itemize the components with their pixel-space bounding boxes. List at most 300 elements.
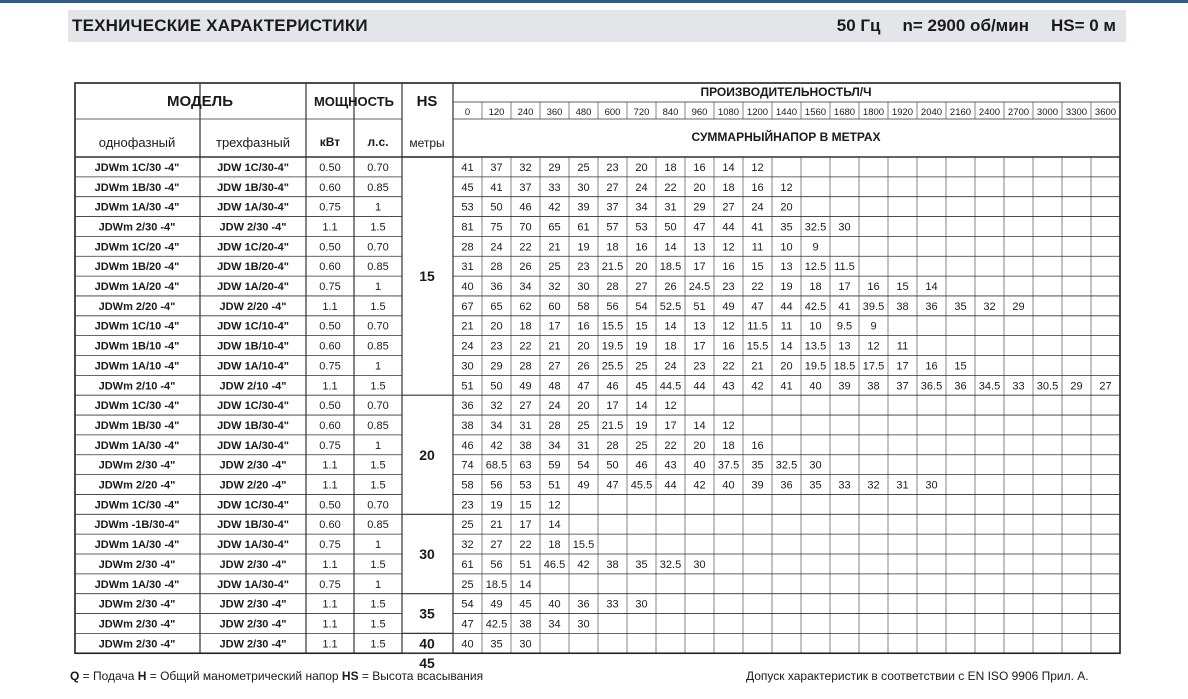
power-kw: 0.50: [319, 499, 341, 512]
speed-label: n= 2900 об/мин: [902, 16, 1029, 35]
head-value: 47: [577, 380, 590, 393]
head-value: 12.5: [804, 261, 827, 274]
model-three-phase: JDW 2/20 -4": [219, 300, 287, 313]
head-value: 17: [838, 281, 851, 294]
head-value: 30.5: [1036, 380, 1059, 393]
head-value: 17: [548, 320, 561, 333]
head-value: 49: [722, 300, 735, 313]
head-value: 42.5: [485, 618, 508, 631]
head-value: 20: [577, 400, 590, 413]
flow-value: 240: [517, 107, 534, 118]
head-value: 39: [838, 380, 851, 393]
head-value: 32.5: [804, 221, 827, 234]
head-value: 41: [461, 161, 474, 174]
head-value: 25: [577, 419, 590, 432]
head-value: 44: [722, 221, 735, 234]
head-value: 12: [722, 241, 735, 254]
head-value: 15.5: [572, 539, 595, 552]
head-value: 20: [693, 181, 706, 194]
head-value: 20: [780, 201, 793, 214]
model-single-phase: JDWm 2/30 -4": [98, 221, 176, 234]
head-value: 42.5: [804, 300, 827, 313]
power-kw: 0.75: [319, 439, 341, 452]
head-value: 18: [519, 320, 532, 333]
head-value: 47: [693, 221, 706, 234]
head-value: 34: [519, 281, 532, 294]
flow-value: 720: [633, 107, 650, 118]
power-hp: 1.5: [370, 598, 386, 611]
page-title: ТЕХНИЧЕСКИЕ ХАРАКТЕРИСТИКИ: [72, 16, 368, 35]
head-value: 24: [751, 201, 764, 214]
head-value: 43: [664, 459, 677, 472]
head-value: 58: [577, 300, 590, 313]
suction-height-label: HS= 0 м: [1050, 16, 1116, 35]
head-value: 35: [635, 558, 648, 571]
head-value: 21.5: [601, 419, 624, 432]
model-single-phase: JDWm 2/30 -4": [98, 558, 176, 571]
model-single-phase: JDWm 1A/20 -4": [94, 281, 180, 294]
flow-value: 1800: [862, 107, 885, 118]
model-three-phase: JDW 1A/30-4": [217, 439, 289, 452]
model-three-phase: JDW 1C/30-4": [217, 499, 289, 512]
h-key: H: [137, 669, 147, 683]
head-value: 9: [812, 241, 819, 254]
head-value: 51: [461, 380, 474, 393]
head-value: 18: [606, 241, 619, 254]
head-value: 12: [751, 161, 764, 174]
head-value: 18: [722, 439, 735, 452]
head-value: 26: [577, 360, 590, 373]
head-value: 14: [925, 281, 938, 294]
head-value: 18: [809, 281, 822, 294]
model-three-phase: JDW 1B/30-4": [217, 419, 289, 432]
head-value: 21: [461, 320, 474, 333]
model-single-phase: JDWm 2/20 -4": [98, 300, 176, 313]
power-kw: 0.75: [319, 539, 341, 552]
head-value: 17: [664, 419, 677, 432]
head-value: 41: [490, 181, 503, 194]
head-value: 14: [519, 578, 532, 591]
power-kw: 0.75: [319, 201, 341, 214]
head-value: 42: [490, 439, 503, 452]
head-value: 14: [664, 320, 677, 333]
head-value: 22: [664, 181, 677, 194]
head-value: 25: [548, 261, 561, 274]
head-value: 21: [751, 360, 764, 373]
head-value: 9: [870, 320, 877, 333]
power-kw: 0.60: [319, 181, 341, 194]
power-kw: 0.50: [319, 400, 341, 413]
model-three-phase: JDW 1C/10-4": [217, 320, 289, 333]
head-value: 58: [461, 479, 474, 492]
head-value: 29: [548, 161, 561, 174]
head-value: 19: [490, 499, 503, 512]
head-value: 23: [461, 499, 474, 512]
head-value: 19: [635, 340, 648, 353]
head-value: 60: [548, 300, 561, 313]
head-value: 40: [461, 281, 474, 294]
head-value: 16: [722, 261, 735, 274]
flow-value: 1680: [833, 107, 856, 118]
head-value: 34: [490, 419, 503, 432]
power-hp: 1.5: [370, 618, 386, 631]
model-single-phase: JDWm 1B/30 -4": [94, 419, 180, 432]
head-value: 53: [635, 221, 648, 234]
head-value: 22: [751, 281, 764, 294]
head-value: 25: [635, 360, 648, 373]
power-hp: 0.85: [367, 519, 389, 532]
model-three-phase: JDW 1C/20-4": [217, 241, 289, 254]
head-value: 52.5: [659, 300, 682, 313]
head-value: 10: [780, 241, 793, 254]
head-value: 19: [577, 241, 590, 254]
head-value: 51: [519, 558, 532, 571]
head-value: 23: [606, 161, 619, 174]
head-value: 23: [722, 281, 735, 294]
model-single-phase: JDWm 2/20 -4": [98, 479, 176, 492]
head-value: 46: [461, 439, 474, 452]
head-value: 18.5: [833, 360, 856, 373]
head-value: 29: [693, 201, 706, 214]
model-three-phase: JDW 1A/30-4": [217, 578, 289, 591]
head-value: 74: [461, 459, 474, 472]
power-kw: 0.50: [319, 241, 341, 254]
power-hp: 1.5: [370, 638, 386, 651]
tolerance-note: Допуск характеристик в соответствии с EN ISO 9906 Прил. А.: [746, 669, 1089, 683]
head-value: 30: [461, 360, 474, 373]
hs-group-value: 15: [419, 268, 435, 285]
frequency-label: 50 Гц: [836, 16, 881, 35]
three-phase-header: трехфазный: [215, 135, 291, 150]
head-value: 23: [490, 340, 503, 353]
head-value: 25.5: [601, 360, 624, 373]
flow-value: 2160: [949, 107, 972, 118]
head-value: 35: [809, 479, 822, 492]
flow-value: 0: [464, 107, 471, 118]
flow-value: 1080: [717, 107, 740, 118]
power-hp: 1: [374, 281, 382, 294]
head-value: 27: [722, 201, 735, 214]
head-value: 21: [548, 241, 561, 254]
head-value: 34: [635, 201, 648, 214]
head-value: 37.5: [717, 459, 740, 472]
head-value: 43: [722, 380, 735, 393]
head-value: 46: [606, 380, 619, 393]
power-kw: 0.75: [319, 360, 341, 373]
head-value: 25: [577, 161, 590, 174]
head-value: 17: [519, 519, 532, 532]
head-value: 42: [577, 558, 590, 571]
head-value: 29: [1012, 300, 1025, 313]
head-value: 34: [548, 439, 561, 452]
model-single-phase: JDWm 1A/30 -4": [94, 201, 180, 214]
head-value: 30: [925, 479, 938, 492]
model-three-phase: JDW 2/30 -4": [219, 558, 287, 571]
head-value: 9.5: [836, 320, 853, 333]
head-value: 45: [519, 598, 532, 611]
head-value: 16: [751, 439, 764, 452]
head-value: 28: [606, 439, 619, 452]
head-value: 59: [548, 459, 561, 472]
head-value: 31: [577, 439, 590, 452]
head-value: 12: [722, 320, 735, 333]
head-value: 81: [461, 221, 474, 234]
head-value: 24: [490, 241, 503, 254]
head-value: 22: [519, 539, 532, 552]
head-value: 11.5: [834, 261, 855, 274]
head-value: 35: [490, 638, 503, 651]
head-value: 41: [838, 300, 851, 313]
head-value: 57: [606, 221, 619, 234]
flow-value: 120: [488, 107, 505, 118]
head-value: 25: [635, 439, 648, 452]
power-hp: 1: [374, 578, 382, 591]
head-value: 14: [722, 161, 735, 174]
head-value: 40: [461, 638, 474, 651]
head-value: 47: [751, 300, 764, 313]
head-value: 38: [461, 419, 474, 432]
model-single-phase: JDWm 1A/10 -4": [94, 360, 180, 373]
model-three-phase: JDW 1A/20-4": [217, 281, 289, 294]
head-value: 31: [896, 479, 909, 492]
power-hp: 1.5: [370, 380, 386, 393]
head-value: 39: [577, 201, 590, 214]
head-value: 27: [1099, 380, 1112, 393]
head-value: 37: [490, 161, 503, 174]
flow-value: 360: [546, 107, 563, 118]
head-value: 39.5: [862, 300, 885, 313]
head-value: 18: [548, 539, 561, 552]
model-three-phase: JDW 1C/30-4": [217, 400, 289, 413]
head-value: 33: [838, 479, 851, 492]
head-value: 65: [490, 300, 503, 313]
head-value: 30: [577, 181, 590, 194]
power-hp: 0.85: [367, 419, 389, 432]
head-value: 32: [548, 281, 561, 294]
model-single-phase: JDWm 1C/10 -4": [94, 320, 180, 333]
power-hp: 0.70: [367, 241, 389, 254]
head-value: 40: [693, 459, 706, 472]
head-value: 16: [635, 241, 648, 254]
h-text: = Общий манометрический напор: [146, 669, 342, 683]
head-value: 27: [606, 181, 619, 194]
head-value: 47: [461, 618, 474, 631]
head-value: 36: [490, 281, 503, 294]
head-value: 35: [780, 221, 793, 234]
model-three-phase: JDW 2/30 -4": [219, 221, 287, 234]
model-three-phase: JDW 1A/30-4": [217, 539, 289, 552]
head-value: 40: [548, 598, 561, 611]
power-kw: 1.1: [322, 558, 338, 571]
head-value: 23: [577, 261, 590, 274]
head-value: 32: [490, 400, 503, 413]
head-value: 12: [664, 400, 677, 413]
head-value: 23: [693, 360, 706, 373]
head-value: 36.5: [920, 380, 943, 393]
head-value: 30: [809, 459, 822, 472]
meters-header: метры: [409, 136, 445, 150]
head-value: 51: [548, 479, 561, 492]
power-hp: 0.70: [367, 499, 389, 512]
flow-value: 960: [691, 107, 708, 118]
head-value: 62: [519, 300, 532, 313]
head-value: 54: [461, 598, 474, 611]
model-single-phase: JDWm 1A/30 -4": [94, 578, 180, 591]
model-single-phase: JDWm 1A/30 -4": [94, 539, 180, 552]
head-value: 15.5: [601, 320, 624, 333]
head-value: 17: [896, 360, 909, 373]
head-value: 28: [490, 261, 503, 274]
model-three-phase: JDW 1C/30-4": [217, 161, 289, 174]
head-value: 32.5: [775, 459, 798, 472]
flow-value: 3600: [1094, 107, 1117, 118]
flow-value: 1440: [775, 107, 798, 118]
head-value: 28: [519, 360, 532, 373]
power-kw: 1.1: [322, 380, 338, 393]
head-value: 15: [751, 261, 764, 274]
model-single-phase: JDWm 1B/10 -4": [94, 340, 180, 353]
head-value: 42: [751, 380, 764, 393]
model-three-phase: JDW 1B/10-4": [217, 340, 289, 353]
head-value: 35: [751, 459, 764, 472]
head-value: 38: [606, 558, 619, 571]
head-value: 21.5: [601, 261, 624, 274]
head-value: 27: [519, 400, 532, 413]
head-value: 42: [693, 479, 706, 492]
head-value: 15: [896, 281, 909, 294]
head-value: 38: [519, 618, 532, 631]
power-hp: 0.85: [367, 181, 389, 194]
head-value: 36: [954, 380, 967, 393]
head-value: 14: [548, 519, 561, 532]
head-value: 20: [490, 320, 503, 333]
head-value: 31: [461, 261, 474, 274]
head-value: 32: [867, 479, 880, 492]
head-value: 35: [954, 300, 967, 313]
head-value: 12: [548, 499, 561, 512]
flow-value: 3300: [1065, 107, 1088, 118]
power-kw: 0.75: [319, 281, 341, 294]
head-value: 25: [461, 578, 474, 591]
head-value: 56: [606, 300, 619, 313]
power-hp: 0.70: [367, 320, 389, 333]
head-value: 44.5: [659, 380, 682, 393]
head-value: 46.5: [543, 558, 566, 571]
head-value: 19.5: [601, 340, 624, 353]
power-kw: 1.1: [322, 598, 338, 611]
power-kw: 1.1: [322, 638, 338, 651]
head-value: 42: [548, 201, 561, 214]
head-value: 15: [635, 320, 648, 333]
power-kw: 0.60: [319, 340, 341, 353]
head-value: 13: [780, 261, 793, 274]
head-value: 33: [1012, 380, 1025, 393]
head-value: 50: [490, 380, 503, 393]
power-hp: 1.5: [370, 300, 386, 313]
head-value: 56: [490, 558, 503, 571]
head-value: 24.5: [688, 281, 711, 294]
model-single-phase: JDWm 2/10 -4": [98, 380, 176, 393]
hs-group-value: 30: [419, 546, 435, 562]
head-value: 27: [635, 281, 648, 294]
head-value: 53: [519, 479, 532, 492]
head-value: 36: [577, 598, 590, 611]
power-kw: 0.60: [319, 519, 341, 532]
head-value: 17: [606, 400, 619, 413]
head-value: 13.5: [804, 340, 827, 353]
head-value: 12: [867, 340, 880, 353]
head-value: 30: [519, 638, 532, 651]
head-value: 49: [490, 598, 503, 611]
head-value: 14: [664, 241, 677, 254]
flow-header: ПРОИЗВОДИТЕЛЬНОСТЬЛ/Ч: [700, 85, 872, 99]
head-value: 18: [664, 340, 677, 353]
head-value: 61: [577, 221, 590, 234]
head-value: 32: [519, 161, 532, 174]
power-hp: 1: [374, 360, 382, 373]
head-value: 19.5: [804, 360, 827, 373]
head-value: 75: [490, 221, 503, 234]
head-value: 18: [664, 161, 677, 174]
head-value: 37: [896, 380, 909, 393]
model-three-phase: JDW 2/20 -4": [219, 479, 287, 492]
model-single-phase: JDWm 1A/30 -4": [94, 439, 180, 452]
head-value: 22: [722, 360, 735, 373]
power-kw: 0.50: [319, 161, 341, 174]
head-value: 51: [693, 300, 706, 313]
head-value: 41: [780, 380, 793, 393]
head-value: 13: [693, 241, 706, 254]
head-value: 22: [519, 241, 532, 254]
head-value: 37: [606, 201, 619, 214]
head-value: 30: [577, 618, 590, 631]
head-value: 10: [809, 320, 822, 333]
hs-group-value: 20: [419, 446, 435, 463]
model-three-phase: JDW 2/30 -4": [219, 598, 287, 611]
head-header: СУММАРНЫЙНАПОР В МЕТРАХ: [691, 130, 881, 144]
power-hp: 0.70: [367, 400, 389, 413]
power-kw: 1.1: [322, 221, 338, 234]
model-single-phase: JDWm 1C/30 -4": [94, 499, 180, 512]
head-value: 16: [693, 161, 706, 174]
head-value: 67: [461, 300, 474, 313]
flow-value: 1200: [746, 107, 769, 118]
head-value: 22: [664, 439, 677, 452]
head-value: 61: [461, 558, 474, 571]
head-value: 32: [983, 300, 996, 313]
head-value: 20: [577, 340, 590, 353]
head-value: 30: [635, 598, 648, 611]
head-value: 50: [664, 221, 677, 234]
head-value: 17: [693, 261, 706, 274]
head-value: 32.5: [659, 558, 682, 571]
head-value: 45: [461, 181, 474, 194]
head-value: 39: [751, 479, 764, 492]
head-value: 38: [519, 439, 532, 452]
footer-legend: [70, 669, 483, 683]
model-three-phase: JDW 2/30 -4": [219, 459, 287, 472]
head-value: 49: [577, 479, 590, 492]
head-value: 14: [635, 400, 648, 413]
model-single-phase: JDWm -1B/30-4": [94, 519, 180, 532]
head-value: 40: [809, 380, 822, 393]
power-kw: 1.1: [322, 618, 338, 631]
head-value: 50: [606, 459, 619, 472]
flow-value: 1560: [804, 107, 827, 118]
head-value: 31: [664, 201, 677, 214]
hs-key: HS: [341, 669, 359, 683]
power-hp: 1: [374, 201, 382, 214]
